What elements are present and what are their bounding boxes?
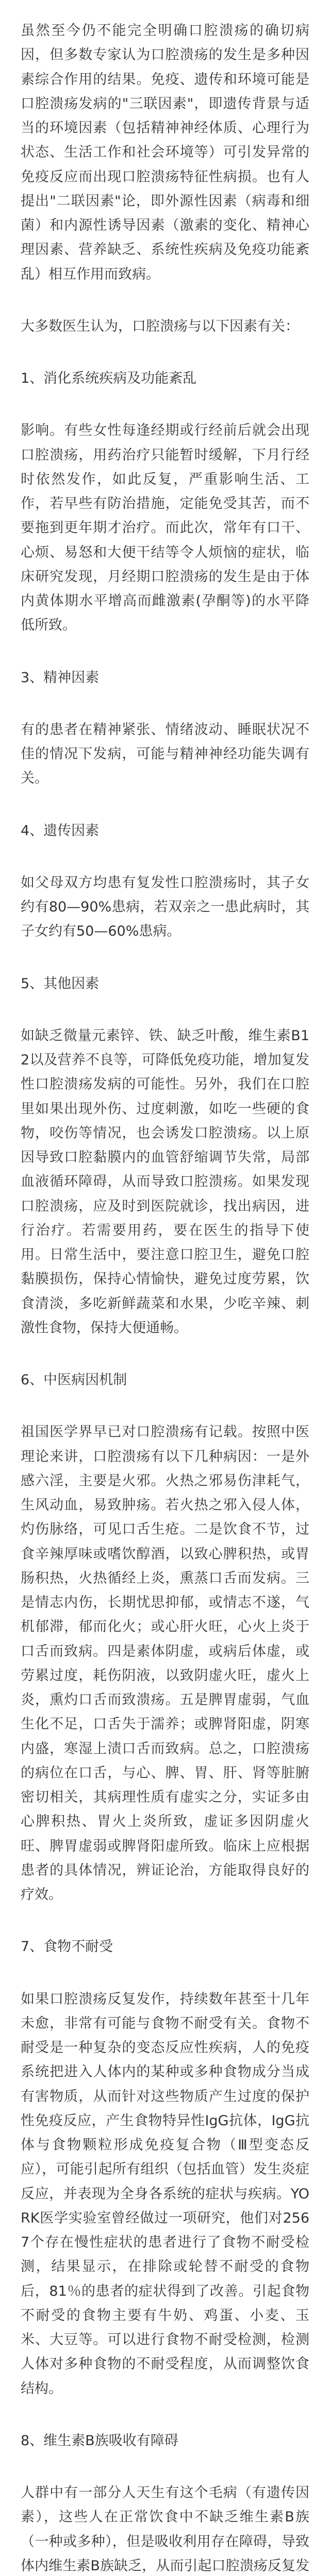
section-heading-genetic: 4、遗传因素 — [21, 822, 100, 839]
food-intolerance-paragraph: 如果口腔溃疡反复发作，持续数年甚至十几年未愈，非常有可能与食物不耐受有关。食物不耐受是一种复杂的变态反应性疾病，人的免疫系统把进入人体内的某种或多种食物成分当成有害物质，从而针对这些物质产生过度的保护性免疫反应，产生食物特异性IgG抗体，IgG抗体与食物颗粒形成免疫复合物（Ⅲ型变态反应），可能引起所有组织（包括血管）发生炎症反应，并表现为全身各系统的症状与疾病。YORK医学实验室曾经做过一项研究，他们对2567个存在慢性症状的患者进行了食物不耐受检测，结果显示，在排除或轮替不耐受的食物后，81％的患者的症状得到了改善。引起食物不耐受的食物主要有牛奶、鸡蛋、小麦、玉米、大豆等。可以进行食物不耐受检测，检测人体对多种食物的不耐受程度，从而调整饮食结构。 — [21, 1991, 309, 2397]
vitamin-b-paragraph: 人群中有一部分人天生有这个毛病（有遗传因素），这些人在正常饮食中不缺乏维生素B族（一种或多种），但是吸收利用存在障碍，导致体内维生素B族缺乏，从而引起口腔溃疡反复发 — [21, 2485, 309, 2574]
section-heading-vitamin-b: 8、维生素B族吸收有障碍 — [21, 2432, 178, 2449]
intro-paragraph: 虽然至今仍不能完全明确口腔溃疡的确切病因，但多数专家认为口腔溃疡的发生是多种因素综合作用的结果。免疫、遗传和环境可能是口腔溃疡发病的"三联因素"，即遗传背景与适当的环境因素（包括精神神经体质、心理行为状态、生活工作和社会环境等）可引发异常的免疫反应而出现口腔溃疡特征性病损。也有人提出"二联因素"论，即外源性因素（病毒和细菌）和内源性诱导因素（激素的变化、精神心理因素、营养缺乏、系统性疾病及免疫功能紊乱）相互作用而致病。 — [21, 23, 309, 282]
genetic-paragraph: 如父母双方均患有复发性口腔溃疡时，其子女约有80—90%患病，若双亲之一患此病时，其子女约有50—60%患病。 — [21, 874, 309, 940]
section-heading-other: 5、其他因素 — [21, 975, 100, 992]
section-heading-food-intolerance: 7、食物不耐受 — [21, 1939, 113, 1955]
other-factors-paragraph: 如缺乏微量元素锌、铁、缺乏叶酸，维生素B12以及营养不良等，可降低免疫功能，增加复发性口腔溃疡发病的可能性。另外，我们在口腔里如果出现外伤、过度刺激，如吃一些硬的食物，咬伤等情况，也会诱发口腔溃疡。以上原因导致口腔黏膜内的血管舒缩调节失常，局部血液循环障碍，从而导致口腔溃疡。如果发现口腔溃疡，应及时到医院就诊，找出病因，进行治疗。若需要用药，要在医生的指导下使用。日常生活中，要注意口腔卫生，避免口腔黏膜损伤，保持心情愉快，避免过度劳累，饮食清淡，多吃新鲜蔬菜和水果，少吃辛辣、刺激性食物，保持大便通畅。 — [21, 1027, 309, 1336]
mental-paragraph: 有的患者在精神紧张、情绪波动、睡眠状况不佳的情况下发病，可能与精神神经功能失调有关。 — [21, 721, 309, 787]
section-heading-tcm: 6、中医病因机制 — [21, 1372, 127, 1388]
cause-summary-paragraph: 大多数医生认为，口腔溃疡与以下因素有关： — [21, 318, 299, 334]
section-heading-digestive: 1、消化系统疾病及功能紊乱 — [21, 370, 197, 386]
endocrine-paragraph: 影响。有些女性每逢经期或行经前后就会出现口腔溃疡，用药治疗只能暂时缓解，下月行经时依然发作，如此反复，严重影响生活、工作，若早些有防治措施，定能免受其苦，而不要拖到更年期才治疗。而此次，常年有口干、心烦、易怒和大便干结等令人烦恼的症状，临床研究发现，月经期口腔溃疡的发生是由于体内黄体期水平增高而雌激素(孕酮等)的水平降低所致。 — [21, 422, 309, 634]
tcm-paragraph: 祖国医学界早已对口腔溃疡有记载。按照中医理论来讲，口腔溃疡有以下几种病因：一是外感六淫，主要是火邪。火热之邪易伤津耗气，生风动血，易致肿疡。若火热之邪入侵人体，灼伤脉络，可见口舌生疮。二是饮食不节，过食辛辣厚味或嗜饮醇酒，以致心脾积热，或胃肠积热，火热循经上炎，熏蒸口舌而发病。三是情志内伤，长期忧思抑郁，或情志不遂，气机郁滞，郁而化火；或心肝火旺，心火上炎于口舌而致病。四是素体阴虚，或病后体虚，或劳累过度，耗伤阴液，以致阴虚火旺，虚火上炎，熏灼口舌而致溃疡。五是脾胃虚弱，气血生化不足，口舌失于濡养；或脾肾阳虚，阴寒内盛，寒湿上渍口舌而致病。总之，口腔溃疡的病位在口舌，与心、脾、胃、肝、肾等脏腑密切相关，其病理性质有虚实之分，实证多由心脾积热、胃火上炎所致，虚证多因阴虚火旺、脾胃虚弱或脾肾阳虚所致。临床上应根据患者的具体情况，辨证论治，方能取得良好的疗效。 — [21, 1424, 309, 1903]
section-heading-mental: 3、精神因素 — [21, 669, 100, 686]
